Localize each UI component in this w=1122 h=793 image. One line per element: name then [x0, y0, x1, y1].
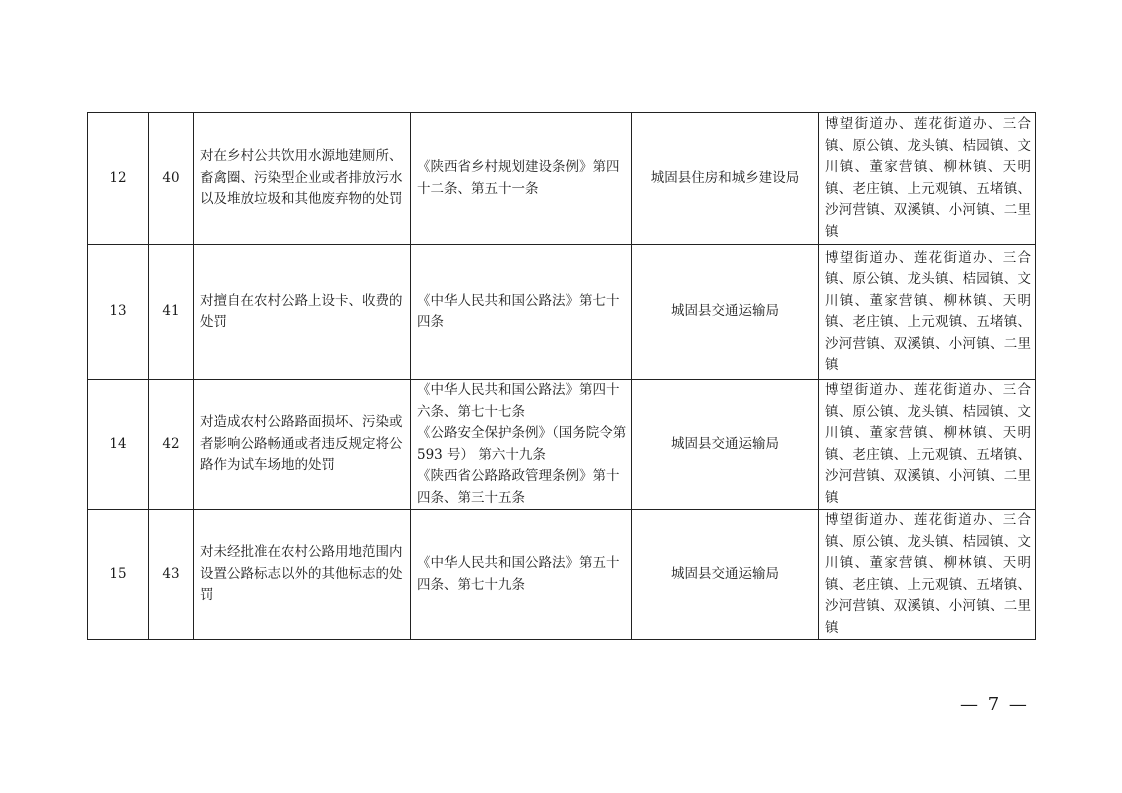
legal-basis-line: 《中华人民共和国公路法》第四十六条、第七十七条: [417, 382, 620, 420]
legal-basis-line: 《陕西省乡村规划建设条例》第四十二条、第五十一条: [417, 159, 620, 197]
towns-cell: 博望街道办、莲花街道办、三合镇、原公镇、龙头镇、桔园镇、文川镇、董家营镇、柳林镇、天明镇、老庄镇、上元观镇、五堵镇、沙河营镇、双溪镇、小河镇、二里镇: [819, 113, 1036, 245]
table-row: [88, 510, 1036, 640]
table-row: [88, 245, 1036, 380]
department-cell: 城固县住房和城乡建设局: [632, 113, 819, 245]
table-row: [88, 113, 1036, 245]
item-number-cell: 41: [149, 245, 194, 380]
legal-basis-cell: [411, 245, 632, 380]
legal-basis-line: 《公路安全保护条例》（国务院令第 593 号） 第六十九条: [417, 425, 627, 463]
towns-cell: 博望街道办、莲花街道办、三合镇、原公镇、龙头镇、桔园镇、文川镇、董家营镇、柳林镇、天明镇、老庄镇、上元观镇、五堵镇、沙河营镇、双溪镇、小河镇、二里镇: [819, 510, 1036, 640]
seq-cell: 12: [88, 113, 149, 245]
penalty-item-cell: 对未经批准在农村公路用地范围内设置公路标志以外的其他标志的处罚: [194, 510, 411, 640]
item-number-cell: 43: [149, 510, 194, 640]
penalty-item-cell: 对在乡村公共饮用水源地建厕所、畜禽圈、污染型企业或者排放污水以及堆放垃圾和其他废弃物的处罚: [194, 113, 411, 245]
legal-basis-line: 《中华人民共和国公路法》第七十四条: [417, 292, 620, 330]
legal-basis-cell: [411, 510, 632, 640]
seq-cell: 14: [88, 380, 149, 510]
legal-basis-line: 《陕西省公路路政管理条例》第十四条、第三十五条: [417, 468, 620, 506]
department-cell: 城固县交通运输局: [632, 510, 819, 640]
item-number-cell: 42: [149, 380, 194, 510]
legal-basis-cell: [411, 380, 632, 510]
penalty-item-cell: 对造成农村公路路面损坏、污染或者影响公路畅通或者违反规定将公路作为试车场地的处罚: [194, 380, 411, 510]
towns-cell: 博望街道办、莲花街道办、三合镇、原公镇、龙头镇、桔园镇、文川镇、董家营镇、柳林镇、天明镇、老庄镇、上元观镇、五堵镇、沙河营镇、双溪镇、小河镇、二里镇: [819, 245, 1036, 380]
legal-basis-cell: [411, 113, 632, 245]
document-table: [87, 112, 1036, 640]
seq-cell: 15: [88, 510, 149, 640]
department-cell: 城固县交通运输局: [632, 245, 819, 380]
page-number: — 7 —: [960, 694, 1029, 715]
item-number-cell: 40: [149, 113, 194, 245]
legal-basis-line: 《中华人民共和国公路法》第五十四条、第七十九条: [417, 555, 620, 593]
table-row: [88, 380, 1036, 510]
seq-cell: 13: [88, 245, 149, 380]
penalty-item-cell: 对擅自在农村公路上设卡、收费的处罚: [194, 245, 411, 380]
department-cell: 城固县交通运输局: [632, 380, 819, 510]
towns-cell: 博望街道办、莲花街道办、三合镇、原公镇、龙头镇、桔园镇、文川镇、董家营镇、柳林镇、天明镇、老庄镇、上元观镇、五堵镇、沙河营镇、双溪镇、小河镇、二里镇: [819, 380, 1036, 510]
